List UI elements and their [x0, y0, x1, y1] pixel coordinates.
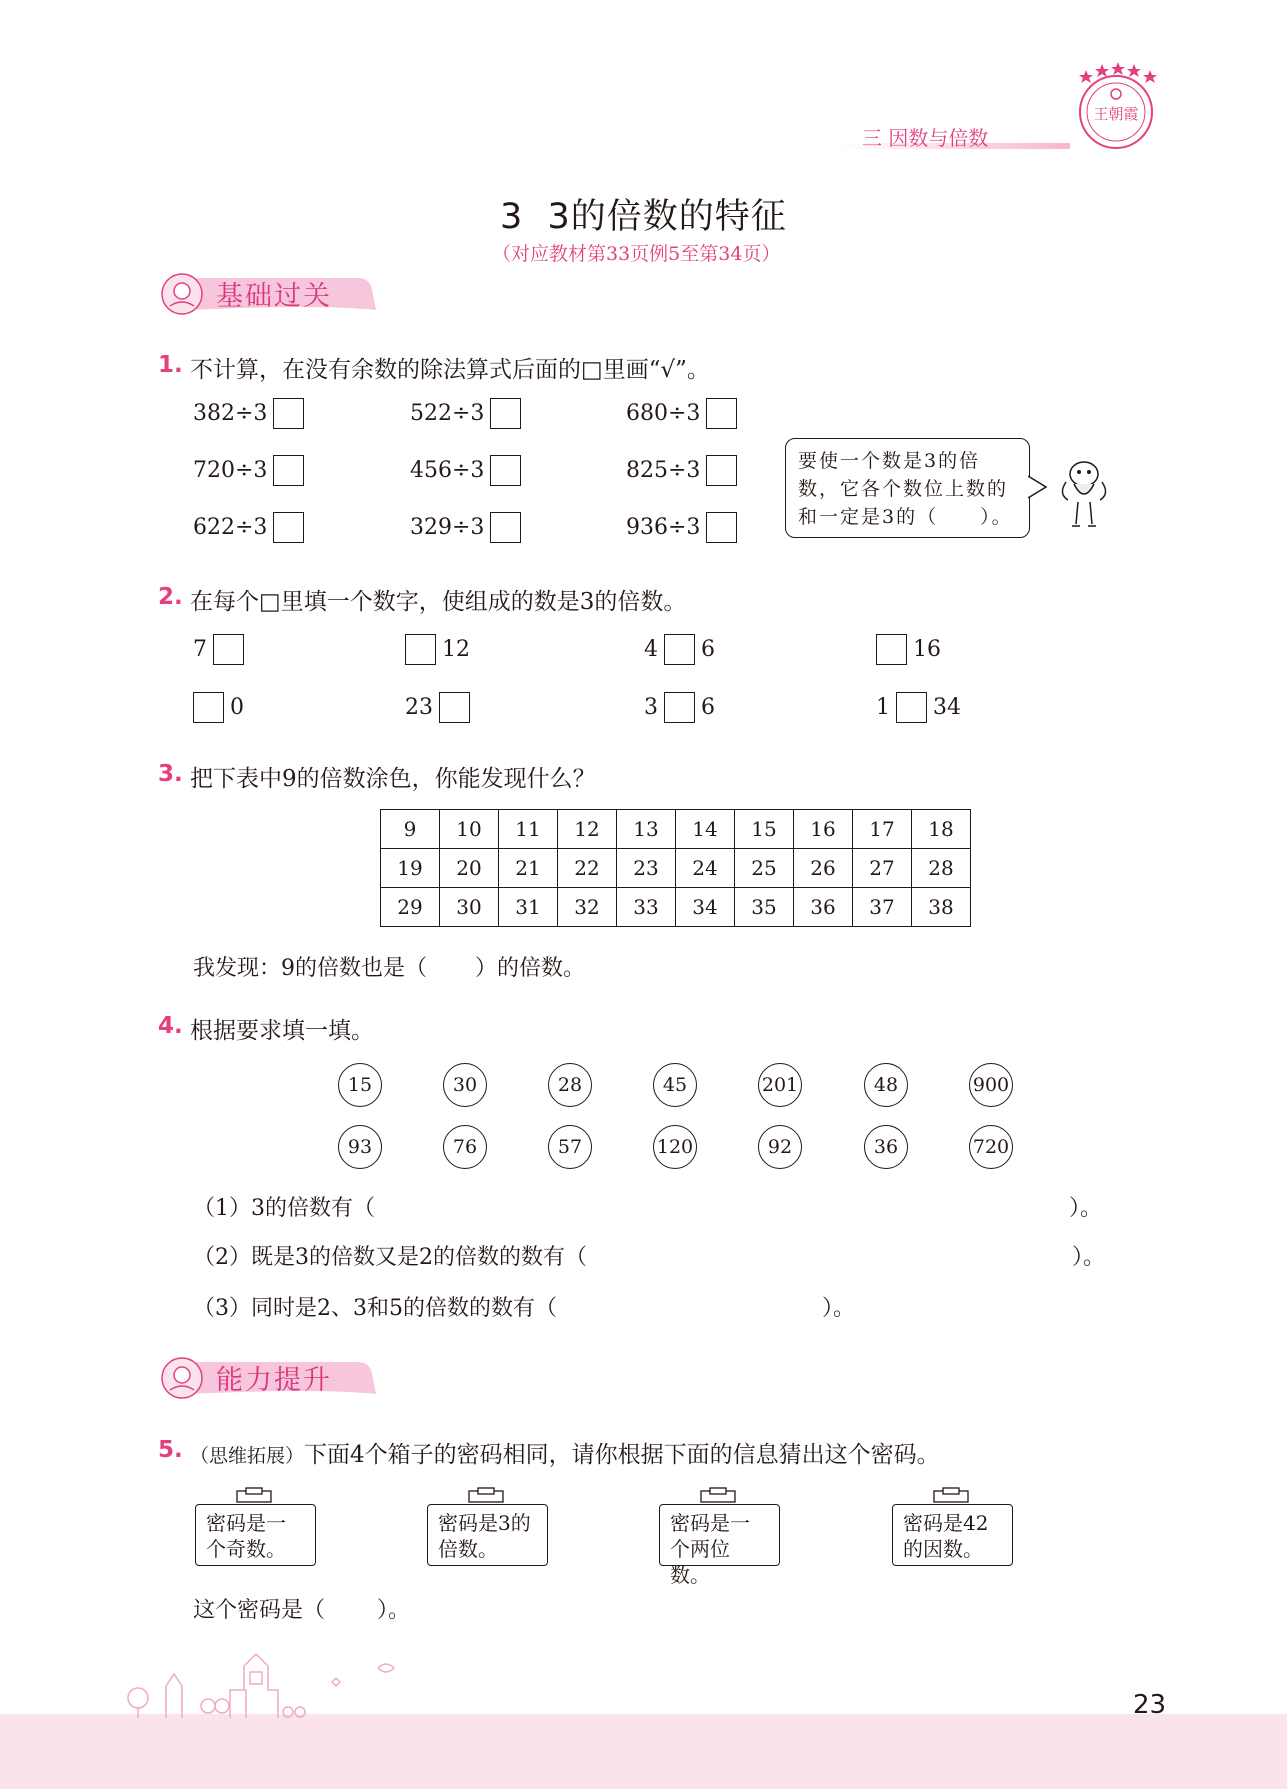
page-number: 23	[1133, 1690, 1167, 1720]
table-cell[interactable]: 32	[558, 888, 617, 927]
table-cell[interactable]: 27	[853, 849, 912, 888]
division-item: 522÷3	[410, 398, 521, 429]
logo-star	[1079, 70, 1093, 83]
logo-star	[1127, 64, 1141, 77]
table-cell[interactable]: 24	[676, 849, 735, 888]
number-circle[interactable]: 201	[758, 1063, 802, 1107]
digit-box[interactable]	[896, 692, 927, 723]
number-circle[interactable]: 93	[338, 1125, 382, 1169]
question-text: （思维拓展）下面4个箱子的密码相同，请你根据下面的信息猜出这个密码。	[190, 1442, 940, 1468]
number-circle[interactable]: 900	[969, 1063, 1013, 1107]
answer-box[interactable]	[706, 455, 737, 486]
table-cell[interactable]: 19	[381, 849, 440, 888]
digit-item: 23	[405, 692, 470, 723]
mascot-icon	[1052, 452, 1116, 532]
digit-item: 12	[405, 634, 470, 665]
lock-icon	[468, 1487, 504, 1503]
digit-box[interactable]	[664, 692, 695, 723]
password-answer-line: 这个密码是（ ）。	[193, 1598, 411, 1623]
page-title: 3 3的倍数的特征	[500, 197, 787, 237]
section-banner-basic	[158, 270, 378, 316]
digit-box[interactable]	[876, 634, 907, 665]
table-cell[interactable]: 20	[440, 849, 499, 888]
sub-question-2-end: ）。	[1072, 1245, 1106, 1270]
division-item: 936÷3	[626, 512, 737, 543]
digit-box[interactable]	[213, 634, 244, 665]
answer-box[interactable]	[706, 512, 737, 543]
division-item: 622÷3	[193, 512, 304, 543]
table-cell[interactable]: 28	[912, 849, 971, 888]
division-item: 680÷3	[626, 398, 737, 429]
chapter-label: 三 因数与倍数	[862, 126, 989, 150]
sub-question-1-end: ）。	[1069, 1196, 1103, 1221]
digit-item: 4 6	[644, 634, 715, 665]
table-cell[interactable]: 16	[794, 810, 853, 849]
section-banner-advanced	[158, 1354, 378, 1400]
logo-star	[1143, 70, 1157, 83]
table-cell[interactable]: 30	[440, 888, 499, 927]
clue-box: 密码是一个奇数。	[195, 1504, 316, 1566]
table-row	[381, 888, 971, 927]
table-cell[interactable]: 34	[676, 888, 735, 927]
table-row	[381, 849, 971, 888]
question-text: 在每个□里填一个数字，使组成的数是3的倍数。	[190, 589, 687, 615]
table-cell[interactable]: 23	[617, 849, 676, 888]
answer-box[interactable]	[273, 455, 304, 486]
digit-item: 3 6	[644, 692, 715, 723]
table-cell[interactable]: 10	[440, 810, 499, 849]
answer-box[interactable]	[490, 398, 521, 429]
table-cell[interactable]: 38	[912, 888, 971, 927]
clue-box: 密码是42的因数。	[892, 1504, 1013, 1566]
answer-box[interactable]	[273, 512, 304, 543]
lock-icon	[236, 1487, 272, 1503]
division-item: 456÷3	[410, 455, 521, 486]
footer-decoration	[118, 1646, 478, 1718]
logo-star	[1111, 62, 1125, 75]
answer-box[interactable]	[273, 398, 304, 429]
question-number: 5.	[158, 1437, 183, 1463]
number-circle[interactable]: 720	[969, 1125, 1013, 1169]
question-text: 把下表中9的倍数涂色，你能发现什么？	[190, 766, 596, 792]
brand-logo	[1072, 60, 1160, 152]
number-circle[interactable]: 57	[548, 1125, 592, 1169]
svg-text:王朝霞: 王朝霞	[1093, 105, 1139, 123]
table-cell[interactable]: 22	[558, 849, 617, 888]
table-cell[interactable]: 35	[735, 888, 794, 927]
table-cell[interactable]: 26	[794, 849, 853, 888]
number-circle[interactable]: 92	[758, 1125, 802, 1169]
number-circle[interactable]: 76	[443, 1125, 487, 1169]
number-circle[interactable]: 28	[548, 1063, 592, 1107]
number-circle[interactable]: 36	[864, 1125, 908, 1169]
question-tag: （思维拓展）	[190, 1445, 305, 1467]
footer-band	[0, 1714, 1287, 1789]
table-cell[interactable]: 17	[853, 810, 912, 849]
table-cell[interactable]: 15	[735, 810, 794, 849]
table-cell[interactable]: 12	[558, 810, 617, 849]
section-title-basic: 基础过关	[216, 281, 332, 312]
number-circle[interactable]: 15	[338, 1063, 382, 1107]
hint-bubble: 要使一个数是3的倍数，它各个数位上数的和一定是3的（ ）。	[785, 438, 1030, 538]
answer-box[interactable]	[490, 512, 521, 543]
division-item: 329÷3	[410, 512, 521, 543]
table-cell[interactable]: 37	[853, 888, 912, 927]
digit-item: 1 34	[876, 692, 961, 723]
digit-box[interactable]	[664, 634, 695, 665]
logo-star	[1095, 64, 1109, 77]
page-subtitle: （对应教材第33页例5至第34页）	[492, 243, 781, 265]
table-cell[interactable]: 21	[499, 849, 558, 888]
digit-item: 0	[193, 692, 244, 723]
lock-icon	[700, 1487, 736, 1503]
answer-box[interactable]	[490, 455, 521, 486]
table-cell[interactable]: 18	[912, 810, 971, 849]
division-item: 720÷3	[193, 455, 304, 486]
table-cell[interactable]: 14	[676, 810, 735, 849]
bubble-tail	[1028, 474, 1048, 500]
section-title-advanced: 能力提升	[216, 1365, 332, 1396]
sub-question-2: （2）既是3的倍数又是2的倍数的数有（	[193, 1245, 587, 1270]
clue-box: 密码是一个两位数。	[659, 1504, 780, 1566]
sub-question-3: （3）同时是2、3和5的倍数的数有（	[193, 1296, 557, 1321]
number-table	[380, 809, 971, 927]
discover-line: 我发现：9的倍数也是（ ）的倍数。	[193, 956, 586, 981]
table-cell[interactable]: 11	[499, 810, 558, 849]
number-circle[interactable]: 45	[653, 1063, 697, 1107]
table-row	[381, 810, 971, 849]
sub-question-1: （1）3的倍数有（	[193, 1196, 375, 1221]
clue-box: 密码是3的倍数。	[427, 1504, 548, 1566]
question-number: 1.	[158, 352, 183, 378]
question-text: 根据要求填一填。	[190, 1018, 374, 1044]
table-cell[interactable]: 31	[499, 888, 558, 927]
answer-box[interactable]	[706, 398, 737, 429]
digit-item: 7	[193, 634, 244, 665]
number-circle[interactable]: 48	[864, 1063, 908, 1107]
question-text: 不计算，在没有余数的除法算式后面的□里画“√”。	[190, 357, 710, 383]
number-circle[interactable]: 30	[443, 1063, 487, 1107]
table-cell[interactable]: 36	[794, 888, 853, 927]
digit-box[interactable]	[405, 634, 436, 665]
number-circle[interactable]: 120	[653, 1125, 697, 1169]
question-number: 3.	[158, 761, 183, 787]
question-number: 2.	[158, 584, 183, 610]
question-number: 4.	[158, 1013, 183, 1039]
digit-item: 16	[876, 634, 941, 665]
lock-icon	[933, 1487, 969, 1503]
digit-box[interactable]	[193, 692, 224, 723]
table-cell[interactable]: 29	[381, 888, 440, 927]
table-cell[interactable]: 13	[617, 810, 676, 849]
division-item: 825÷3	[626, 455, 737, 486]
division-item: 382÷3	[193, 398, 304, 429]
table-cell[interactable]: 33	[617, 888, 676, 927]
table-cell[interactable]: 9	[381, 810, 440, 849]
sub-question-3-end: ）。	[822, 1296, 856, 1321]
digit-box[interactable]	[439, 692, 470, 723]
table-cell[interactable]: 25	[735, 849, 794, 888]
